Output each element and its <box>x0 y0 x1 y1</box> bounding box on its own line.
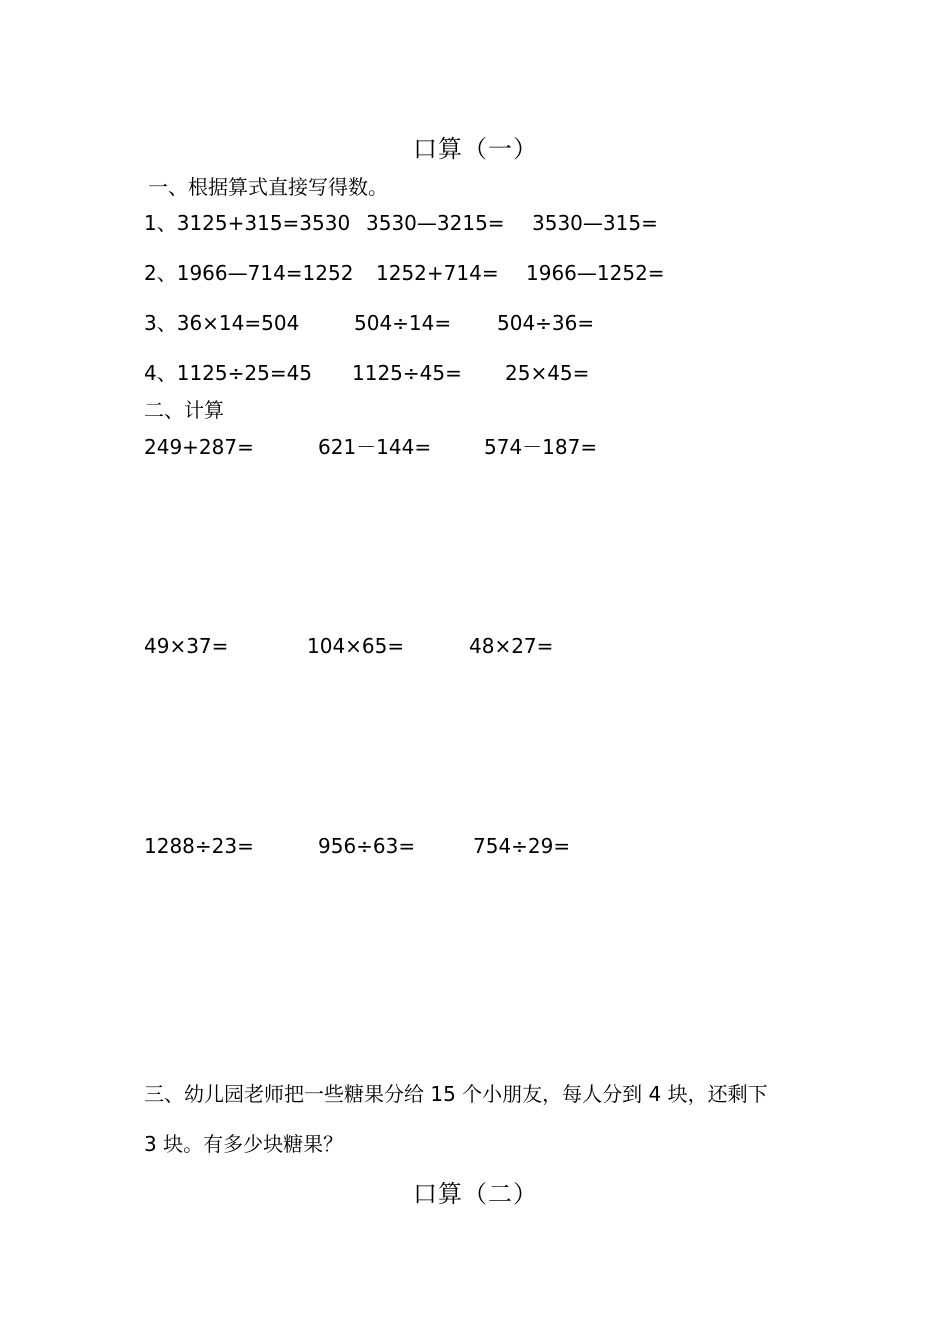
section-2-row-1-eq-2: 621－144= <box>318 435 432 459</box>
word-problem-line-1: 三、幼儿园老师把一些糖果分给 15 个小朋友，每人分到 4 块，还剩下 <box>144 1082 768 1106</box>
section-1-row-1-eq-3: 3530—315= <box>532 211 658 235</box>
section-2-row-3-eq-1: 1288÷23= <box>144 834 254 858</box>
section-1-row-3-eq-3: 504÷36= <box>497 311 595 335</box>
next-page-title: 口算（二） <box>413 1180 538 1208</box>
section-1-row-4-eq-1: 4、1125÷25=45 <box>144 361 313 385</box>
section-1-row-4-eq-3: 25×45= <box>505 361 590 385</box>
section-1-heading: 一、根据算式直接写得数。 <box>148 175 388 199</box>
page-title: 口算（一） <box>413 135 538 163</box>
section-1-row-4-eq-2: 1125÷45= <box>352 361 462 385</box>
section-2-row-1-eq-3: 574－187= <box>484 435 598 459</box>
section-1-row-1-eq-2: 3530—3215= <box>366 211 505 235</box>
section-1-row-3-eq-2: 504÷14= <box>354 311 452 335</box>
section-2-row-2-eq-1: 49×37= <box>144 634 229 658</box>
section-1-row-1-eq-1: 1、3125+315=3530 <box>144 211 351 235</box>
section-2-row-2-eq-3: 48×27= <box>469 634 554 658</box>
section-1-row-2-eq-3: 1966—1252= <box>526 261 665 285</box>
section-2-row-2-eq-2: 104×65= <box>307 634 405 658</box>
section-2-heading: 二、计算 <box>144 398 224 422</box>
section-2-row-3-eq-2: 956÷63= <box>318 834 416 858</box>
word-problem-line-2: 3 块。有多少块糖果？ <box>144 1132 344 1156</box>
section-1-row-2-eq-2: 1252+714= <box>376 261 499 285</box>
section-1-row-2-eq-1: 2、1966—714=1252 <box>144 261 354 285</box>
section-1-row-3-eq-1: 3、36×14=504 <box>144 311 300 335</box>
section-2-row-1-eq-1: 249+287= <box>144 435 254 459</box>
section-2-row-3-eq-3: 754÷29= <box>473 834 571 858</box>
